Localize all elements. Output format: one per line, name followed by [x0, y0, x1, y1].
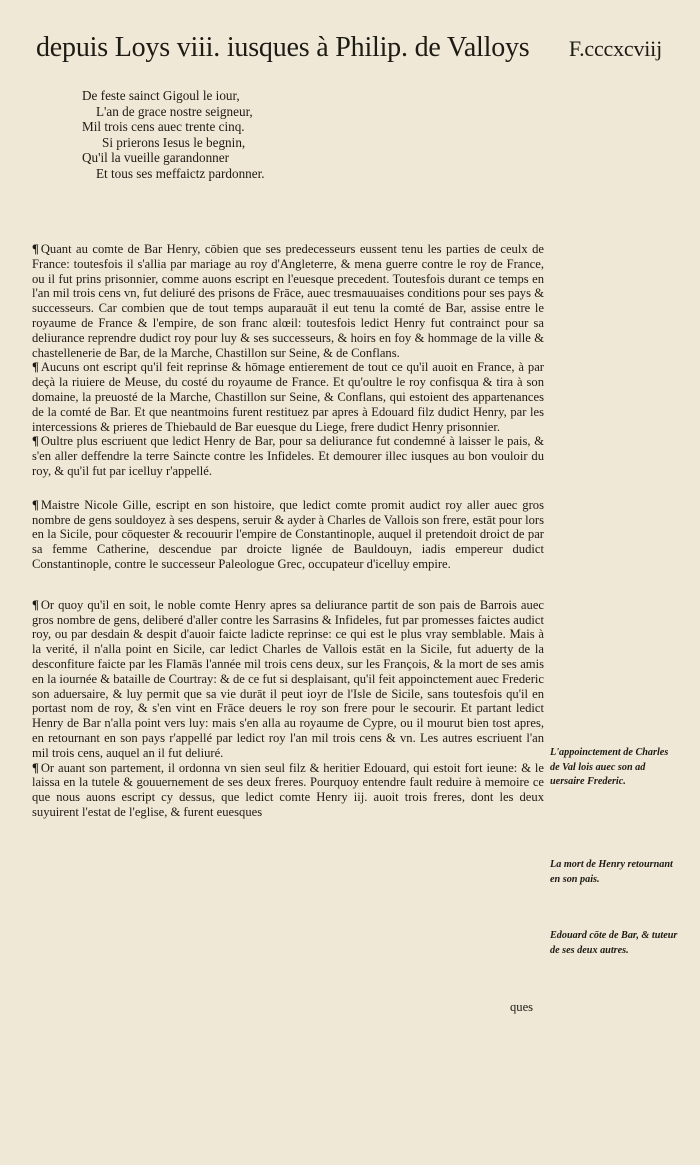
verse-line: De feste sainct Gigoul le iour,: [82, 88, 240, 103]
paragraph: [32, 761, 544, 820]
pilcrow-icon: ¶: [32, 434, 39, 449]
pilcrow-icon: ¶: [32, 760, 39, 775]
verse-line: Si prierons Iesus le begnin,: [102, 134, 246, 150]
pilcrow-icon: ¶: [32, 497, 39, 512]
verse-line: Et tous ses meffaictz pardonner.: [96, 165, 265, 181]
margin-note: Edouard cōte de Bar, & tuteur de ses deux autres.: [550, 930, 678, 956]
paragraph-text: Quant au comte de Bar Henry, cōbien que ses predecesseurs eussent tenu les parties de ceulx de France: toutesfois il s'allia par mariage au roy d'Angleterre, & mena guerre contre le roy de France, ou il fut prins prisonnier, comme auons escript en l'euesque precedent. Toutesfois durant ce temps en l'an mil trois cens vn, fut deliuré des prisons de Frāce, auec tresmauuaises conditions pour ses pays & successeurs. Car combien que de tout temps auparauāt il eut tenu la comté de Bar, assise entre le royaume de France & l'empire, de son franc alœil: toutesfois ledict Henry fut contrainct pour sa deliurance reprendre dudict roy pour luy & ses successeurs, & hoirs en foy & hommage de la ville & chastellenerie de Bar, de la Marche, Chastillon sur Seine, & de Conflans.: [32, 242, 544, 360]
catchword: ques: [510, 1000, 534, 1014]
pilcrow-icon: ¶: [32, 242, 39, 256]
header-title: depuis Loys viii. iusques à Philip. de Valloys: [36, 32, 530, 63]
pilcrow-icon: ¶: [32, 360, 39, 375]
verse-line: Mil trois cens auec trente cinq.: [82, 119, 245, 134]
pilcrow-icon: ¶: [32, 597, 39, 612]
paragraph: [32, 360, 544, 434]
paragraph-text: Aucuns ont escript qu'il feit reprinse & hōmage entierement de tout ce qu'il auoit en France, à par deçà la riuiere de Meuse, du costé du royaume de France. Et qu'oultre le roy confisqua & tira à son domaine, la preuosté de la Marche, Chastillon sur Seine, & Conflans, qui estoient des appartenances de la comté de Bar. Et que neantmoins furent restituez par apres à Edouard filz dudict Henry, par les intercessions & prieres de Thiebauld de Bar euesque du Liege, frere dudict Henry prisonnier.: [32, 360, 544, 434]
paragraph: [32, 498, 544, 572]
main-text: [32, 242, 544, 820]
verse-line: L'an de grace nostre seigneur,: [96, 103, 253, 119]
paragraph: [32, 242, 544, 360]
verse-line: Qu'il la vueille garandonner: [82, 150, 230, 165]
paragraph-text: Or auant son partement, il ordonna vn sien seul filz & heritier Edouard, qui estoit fort ieune: & le laissa en la tutele & gouuernement de ses deux freres. Pourquoy entendre fault reduire à memoire ce que nous auons escript cy dessus, que ledict comte Henry iij. auoit trois freres, dont les deux suyuirent l'estat de l'eglise, & furent euesques: [32, 760, 544, 819]
paragraph: [32, 434, 544, 478]
verse-block: [82, 88, 342, 181]
margin-note: L'appoinctement de Charles de Val lois auec son ad uersaire Frederic.: [550, 747, 669, 788]
paragraph-text: Or quoy qu'il en soit, le noble comte Henry apres sa deliurance partit de son pais de Barrois auec gros nombre de gens, deliberé d'aller contre les Sarrasins & Infideles, fut par promesses faictes audict roy, ou par desdain & despit d'auoir faicte ladicte reprinse: ce qui est le plus vray semblable. Mais à la verité, il n'alla point en Sicile, car ledict Charles de Vallois estāt en la Sicile, fut aduerty de la desconfiture faicte par les Flamās l'année mil trois cens deux, sur les François, & la mort de ses amis en la iournée & bataille de Courtray: & de ce fut si desplaisant, qu'il feit appoinctement auec Frederic son aduersaire, & luy permit que sa vie durāt il peut ioyr de l'Isle de Sicile, sans toutesfois qu'il en portast nom de roy, & s'en vint en Frāce deuers le roy son frere pour le secourir. Et partant ledict Henry de Bar n'alla point vers luy: mais s'en alla au royaume de Cypre, ou il mourut bien tost apres, en retournant en son pays r'appellé par ledict roy l'an mil trois cens & vn. Les autres escriuent l'an mil trois cens, auquel an il fut deliuré.: [32, 597, 544, 760]
paragraph-gap: [32, 572, 544, 598]
paragraph: [32, 598, 544, 761]
paragraph-text: Maistre Nicole Gille, escript en son histoire, que ledict comte promit audict roy aller auec gros nombre de gens souldoyez à ses despens, seruir & ayder à Charles de Vallois son frere, estāt pour lors en la Sicile, pour cōquester & recouurir l'empire de Constantinople, auquel il pretendoit droict de par sa femme Catherine, descendue par droicte lignée de Bauldouyn, iadis empereur dudict Constantinople, contre le successeur Paleologue Grec, occupateur d'icelluy empire.: [32, 497, 544, 571]
paragraph-text: Oultre plus escriuent que ledict Henry de Bar, pour sa deliurance fut condemné à laisser le pais, & s'en aller deffendre la terre Saincte contre les Infideles. Et demourer illec iusques au bon vouloir du roy, & qu'il fut par icelluy r'appellé.: [32, 434, 544, 478]
folio-number: F.cccxcviij: [568, 36, 662, 61]
running-header: [36, 34, 666, 62]
paragraph-gap: [32, 479, 544, 498]
margin-note: La mort de Henry retournant en son pais.: [550, 859, 673, 885]
